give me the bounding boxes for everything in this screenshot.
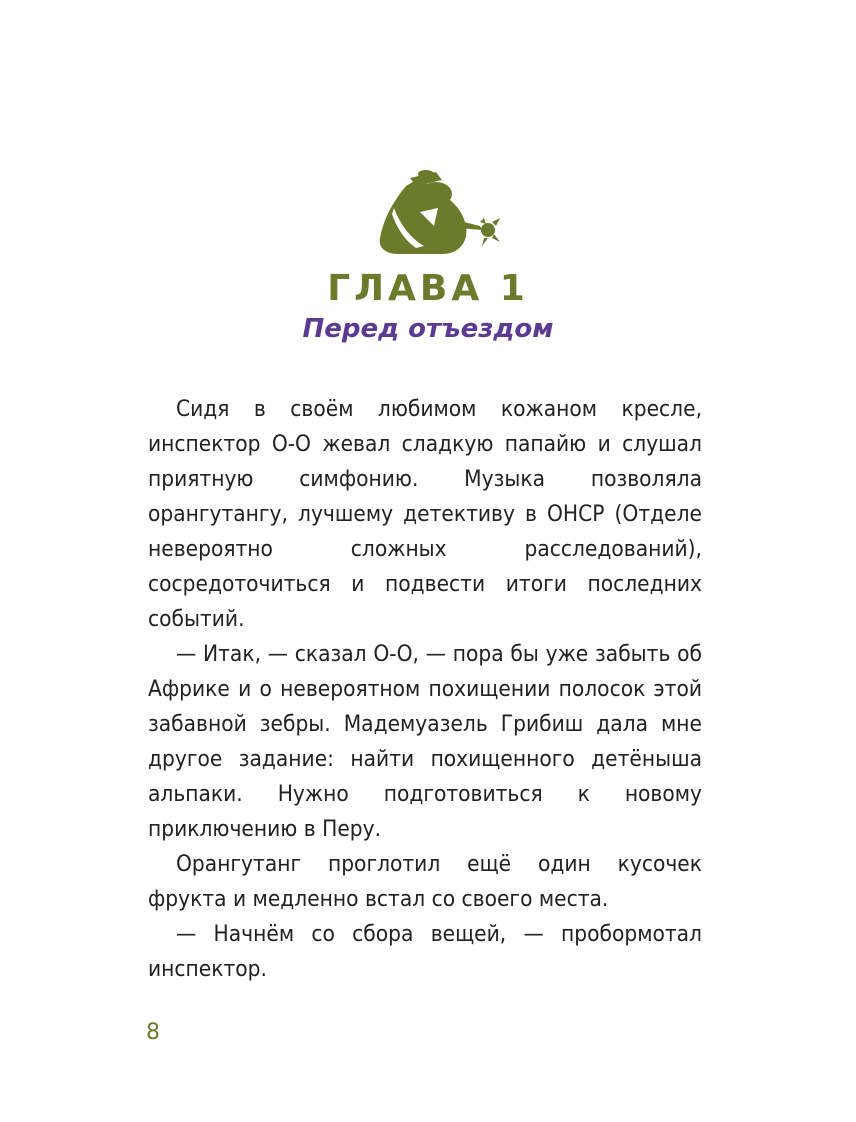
- chapter-body: [148, 392, 702, 987]
- orangutan-detective-silhouette-icon: [376, 168, 506, 258]
- paragraph: — Начнём со сбора вещей, — пробормотал инспектор.: [148, 921, 702, 982]
- paragraph: Орангутанг проглотил ещё один кусочек фрукта и медленно встал со своего места.: [148, 851, 702, 912]
- orangutan-detective-icon: [376, 168, 506, 258]
- paragraph: Сидя в своём любимом кожаном кресле, инспектор О-О жевал сладкую папайю и слушал приятную симфонию. Музыка позволяла орангутангу, лучшему детективу в ОНСР (Отделе невероятно сложных расследований), сосредоточиться и подвести итоги последних событий.: [148, 396, 702, 632]
- paragraph: — Итак, — сказал О-О, — пора бы уже забыть об Африке и о невероятном похищении полосок этой забавной зебры. Мадемуазель Грибиш дала мне другое задание: найти похищенного детёныша альпаки. Нужно подготовиться к новому приключению в Перу.: [148, 641, 702, 842]
- chapter-title: Перед отъездом: [302, 314, 554, 344]
- page-number: 8: [146, 1020, 160, 1045]
- chapter-number: ГЛАВА 1: [327, 268, 529, 309]
